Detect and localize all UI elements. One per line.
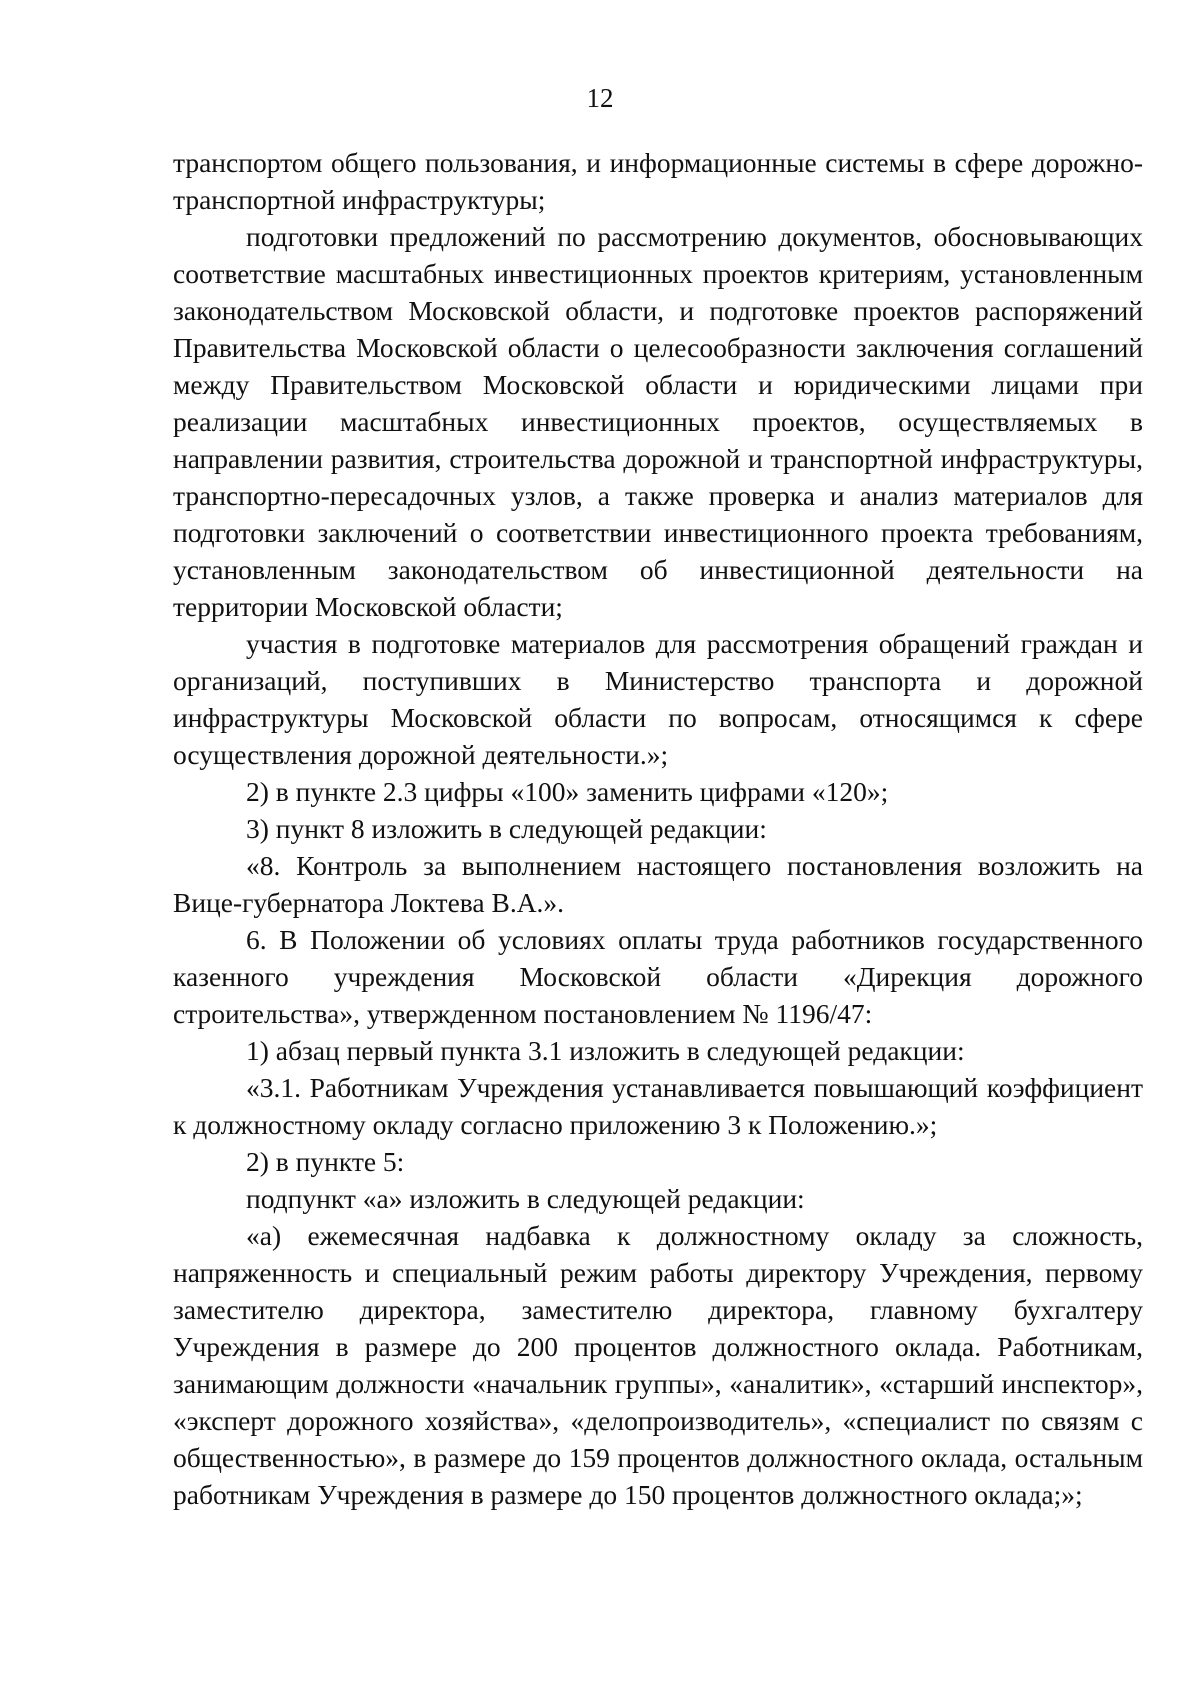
paragraph: участия в подготовке материалов для рассмотрения обращений граждан и организаций, поступивших в Министерство транспорта и дорожной инфраструктуры Московской области по вопросам, относящимся к сфере осуществления дорожной деятельности.»; — [173, 628, 1143, 770]
paragraph: «3.1. Работникам Учреждения устанавливается повышающий коэффициент к должностному окладу согласно приложению 3 к Положению.»; — [173, 1072, 1143, 1140]
paragraph: подпункт «а» изложить в следующей редакции: — [246, 1183, 805, 1214]
paragraph: подготовки предложений по рассмотрению документов, обосновывающих соответствие масштабных инвестиционных проектов критериям, установленным законодательством Московской области, и подготовке проектов распоряжений Правительства Московской области о целесообразности заключения соглашений между Правительством Московской области и юридическими лицами при реализации масштабных инвестиционных проектов, осуществляемых в направлении развития, строительства дорожной и транспортной инфраструктуры, транспортно-пересадочных узлов, а также проверка и анализ материалов для подготовки заключений о соответствии инвестиционного проекта требованиям, установленным законодательством об инвестиционной деятельности на территории Московской области; — [173, 221, 1143, 622]
paragraph: транспортом общего пользования, и информационные системы в сфере дорожно-транспортной инфраструктуры; — [173, 147, 1143, 215]
paragraph: 2) в пункте 2.3 цифры «100» заменить цифрами «120»; — [246, 776, 889, 807]
paragraph: 6. В Положении об условиях оплаты труда работников государственного казенного учреждения Московской области «Дирекция дорожного строительства», утвержденном постановлением № 1196/47: — [173, 924, 1143, 1029]
paragraph: 1) абзац первый пункта 3.1 изложить в следующей редакции: — [246, 1035, 965, 1066]
document-body — [173, 144, 1143, 1513]
page-number: 12 — [586, 83, 614, 113]
paragraph: 2) в пункте 5: — [246, 1146, 405, 1177]
paragraph: «а) ежемесячная надбавка к должностному окладу за сложность, напряженность и специальный режим работы директору Учреждения, первому заместителю директора, заместителю директора, главному бухгалтеру Учреждения в размере до 200 процентов должностного оклада. Работникам, занимающим должности «начальник группы», «аналитик», «старший инспектор», «эксперт дорожного хозяйства», «делопроизводитель», «специалист по связям с общественностью», в размере до 159 процентов должностного оклада, остальным работникам Учреждения в размере до 150 процентов должностного оклада;»; — [173, 1220, 1143, 1510]
paragraph: «8. Контроль за выполнением настоящего постановления возложить на Вице-губернатора Локтева В.А.». — [173, 850, 1143, 918]
paragraph: 3) пункт 8 изложить в следующей редакции: — [246, 813, 767, 844]
